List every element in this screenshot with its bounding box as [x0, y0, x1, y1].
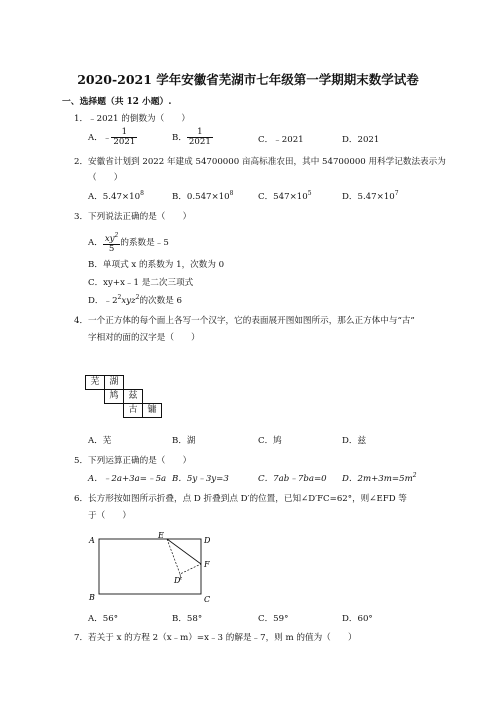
question-2-stem-cont: （ ） [88, 173, 123, 183]
q5-option-d[interactable] [342, 472, 417, 484]
q6-option-c[interactable]: C．59° [258, 614, 289, 624]
question-3-stem: 3．下列说法正确的是（ ） [74, 212, 192, 222]
numerator-text: xy [104, 233, 115, 244]
fraction [103, 231, 121, 254]
denominator: 2021 [113, 137, 136, 147]
q6-option-a[interactable]: A．56° [88, 614, 119, 624]
label-f: F [204, 560, 210, 569]
q3-option-b[interactable]: B．单项式 x 的系数为 1，次数为 0 [88, 260, 225, 270]
q2-option-c[interactable] [258, 190, 312, 202]
q3-option-a[interactable] [88, 231, 169, 254]
q1-option-a[interactable] [88, 128, 137, 147]
exponent: 2 [114, 232, 119, 239]
fold-line-ef [167, 539, 201, 564]
net-cell: 镛 [142, 403, 162, 418]
q5-option-b[interactable]: B．5y﹣3y=3 [172, 474, 229, 484]
label-a: A [89, 536, 95, 545]
net-cell: 古 [123, 403, 143, 418]
q1-option-d[interactable]: D．2021 [342, 135, 380, 145]
option-text: B．0.547×10 [172, 192, 230, 202]
q6-option-b[interactable]: B．58° [172, 614, 203, 624]
question-7-stem: 7．若关于 x 的方程 2（x﹣m）=x﹣3 的解是﹣7，则 m 的值为（ ） [74, 633, 357, 643]
question-4-stem-cont: 字相对的面的汉字是（ ） [88, 333, 200, 343]
exponent: 2 [412, 472, 417, 480]
q2-option-a[interactable] [88, 190, 144, 202]
question-4-stem: 4．一个正方体的每个面上各写一个汉字，它的表面展开图如图所示，那么正方体中与“古” [74, 316, 415, 326]
folded-edges [167, 539, 201, 574]
option-label: A． [88, 133, 103, 143]
numerator: 1 [111, 128, 137, 138]
q5-option-c[interactable]: C．7ab﹣7ba=0 [258, 474, 327, 484]
question-1-stem: 1．﹣2021 的倒数为（ ） [74, 114, 191, 124]
label-e: E [158, 531, 164, 540]
q2-option-b[interactable] [172, 190, 233, 202]
page-title: 2020-2021 学年安徽省芜湖市七年级第一学期期末数学试卷 [77, 72, 419, 87]
option-text: D．﹣2 [88, 296, 118, 306]
label-d: D [204, 536, 211, 545]
denominator: 2021 [188, 137, 211, 147]
net-cell: 鸠 [104, 389, 124, 404]
question-5-stem: 5．下列运算正确的是（ ） [74, 456, 192, 466]
option-text: D．2m+3m=5m [342, 474, 413, 484]
rectangle-abcd [99, 539, 201, 594]
numerator: 1 [187, 128, 213, 138]
q4-option-d[interactable]: D．兹 [342, 436, 367, 446]
exponent: 8 [229, 190, 234, 198]
option-text: xyz [121, 296, 136, 306]
q2-option-d[interactable] [342, 190, 399, 202]
option-label: A． [88, 237, 103, 248]
q5-option-a[interactable]: A．﹣2a+3a=﹣5a [88, 474, 167, 484]
net-cell: 湖 [104, 375, 124, 390]
option-label: B． [172, 133, 187, 143]
option-text: C．547×10 [258, 192, 308, 202]
label-b: B [89, 593, 95, 602]
exponent: 5 [307, 190, 312, 198]
q4-option-b[interactable]: B．湖 [172, 436, 196, 446]
question-2-stem: 2．安徽省计划到 2022 年建成 54700000 亩高标准农田，其中 54700000 用科学记数法表示为 [74, 157, 446, 167]
option-tail: 的系数是﹣5 [120, 237, 169, 248]
exponent: 7 [394, 190, 399, 198]
q3-option-c[interactable]: C．xy+x﹣1 是二次三项式 [88, 278, 194, 288]
exponent: 8 [140, 190, 144, 198]
option-text: A．5.47×10 [88, 192, 141, 202]
q6-option-d[interactable]: D．60° [342, 614, 373, 624]
q4-option-a[interactable]: A．芜 [88, 436, 112, 446]
folded-rectangle-figure [85, 528, 225, 606]
option-text: D．5.47×10 [342, 192, 395, 202]
fraction [187, 128, 213, 147]
numerator [103, 231, 121, 245]
denominator: 5 [108, 243, 115, 254]
label-d-prime: D′ [174, 576, 183, 585]
option-text: 的次数是 6 [139, 296, 183, 306]
minus-sign: ﹣ [102, 133, 112, 143]
exponent: 2 [135, 294, 140, 302]
label-c: C [204, 595, 211, 604]
net-cell: 兹 [123, 389, 143, 404]
q1-option-b[interactable] [172, 128, 213, 147]
q1-option-c[interactable]: C．﹣2021 [258, 135, 304, 145]
q4-option-c[interactable]: C．鸠 [258, 436, 282, 446]
net-cell: 芜 [85, 375, 105, 390]
section-heading: 一、选择题（共 12 小题）. [62, 97, 172, 107]
fraction [111, 128, 137, 147]
question-6-stem-cont: 于（ ） [88, 511, 131, 521]
exponent: 2 [117, 294, 122, 302]
q3-option-d[interactable] [88, 294, 182, 306]
question-6-stem: 6．长方形按如图所示折叠，点 D 折叠到点 D′的位置，已知∠D′FC=62°，则∠EFD 等 [74, 494, 407, 504]
